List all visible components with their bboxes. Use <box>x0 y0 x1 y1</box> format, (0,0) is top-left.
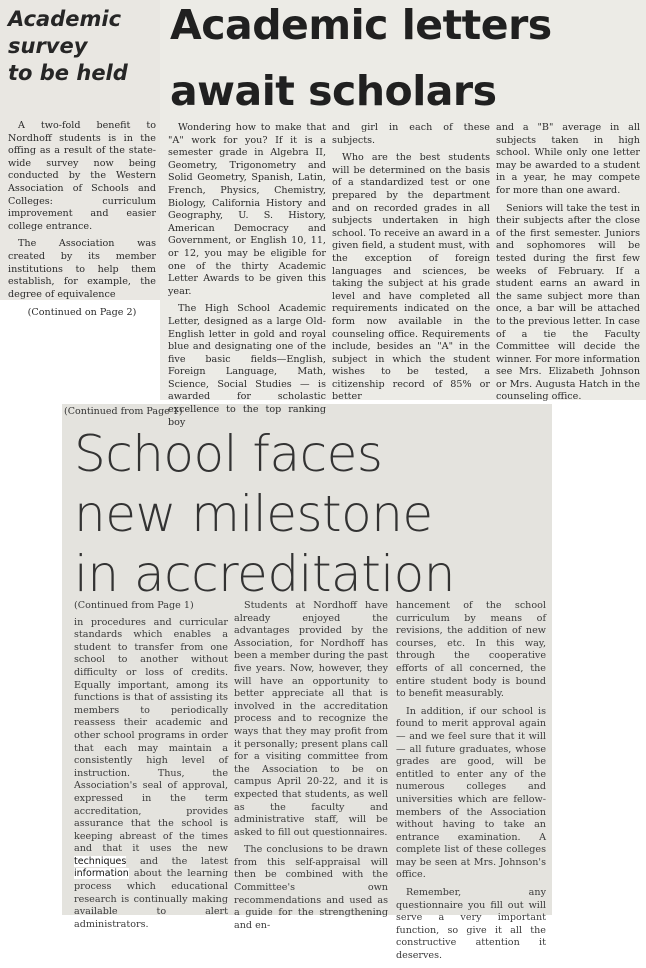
accreditation-column-1 <box>74 600 228 936</box>
accreditation-paragraph: In addition, if our school is found to merit approval again — and we feel sure that it will — all future graduates, whose grades are good, will be entitled to enter any of the numerous colleges and universities which are fellow-members of the Association without having to take an entrance examination. A complete list of these colleges may be seen at Mrs. Johnson's office. <box>396 705 546 881</box>
letters-paragraph: and girl in each of these subjects. <box>332 122 490 146</box>
accreditation-text: in procedures and curricular standards which enables a student to transfer from one school to another without difficulty or loss of credits. Equally important, among its functions is that of assisting its members to periodically reassess their academic and other school programs in order that each may maintain a consistently high level of instruction. Thus, the Association's seal of approval, expressed in the term accreditation, provides assurance that the school is keeping abreast of the times and that it uses the new <box>74 616 228 855</box>
handwritten-note: techniques <box>74 855 127 867</box>
accreditation-paragraph: Remember, any questionnaire you fill out will serve a very important function, so give it all the constructive attention it deserves. <box>396 887 546 962</box>
accreditation-headline-line3: in accreditation <box>74 545 455 603</box>
accreditation-paragraph <box>74 617 228 932</box>
accreditation-continued-top: (Continued from Page 1) <box>64 406 183 417</box>
accreditation-headline-line1: School faces <box>74 425 383 483</box>
survey-headline-line3: to be held <box>8 61 128 85</box>
handwritten-note: information <box>74 868 129 880</box>
letters-column-1 <box>168 122 326 434</box>
accreditation-text: about the learning process which educational research is continually making available to alert administrators. <box>74 868 228 930</box>
survey-headline-line1: Academic <box>8 7 122 31</box>
accreditation-text: and the latest <box>139 855 228 867</box>
survey-headline <box>8 6 168 87</box>
accreditation-paragraph: Students at Nordhoff have already enjoyed the advantages provided by the Association, for Nordhoff has been a member during the past five years. Now, however, they will have an opportunity to better appreciate all that is involved in the accreditation process and to recognize the ways that they may profit from it personally; present plans call for a visiting committee from the Association to be on campus April 20-22, and it is expected that students, as well as the faculty and administrative staff, will be asked to fill out questionnaires. <box>234 600 388 838</box>
accreditation-headline-line2: new milestone <box>74 485 433 543</box>
survey-headline-line2: survey <box>8 34 88 58</box>
accreditation-column-3 <box>396 600 546 968</box>
survey-body <box>8 120 156 325</box>
letters-paragraph: Seniors will take the test in their subjects after the close of the first semester. Juniors and sophomores will be tested during the first few weeks of February. If a student earns an award in the same subject more than once, a bar will be attached to the previous letter. In case of a tie the Faculty Committee will decide the winner. For more information see Mrs. Elizabeth Johnson or Mrs. Augusta Hatch in the counseling office. <box>496 202 640 403</box>
letters-headline-line2: await scholars <box>170 67 497 115</box>
letters-column-3 <box>496 122 640 409</box>
accreditation-column-2 <box>234 600 388 937</box>
letters-paragraph: Wondering how to make that "A" work for you? If it is a semester grade in Algebra II, Geometry, Trigonometry and Solid Geometry, Spanish, Latin, French, Physics, Chemistry, Biology, California History and Geography, U. S. History, American Democracy and Government, or English 10, 11, or 12, you may be eligible for one of the thirty Academic Letter Awards to be given this year. <box>168 122 326 297</box>
accreditation-continued: (Continued from Page 1) <box>74 600 194 611</box>
letters-paragraph: The High School Academic Letter, designed as a large Old-English letter in gold and royal blue and designating one of the five basic fields—English, Foreign Language, Math, Science, Social Studies — is awarded for scholastic excellence to the top ranking boy <box>168 303 326 428</box>
accreditation-paragraph: The conclusions to be drawn from this self-appraisal will then be combined with the Committee's own recommendations and used as a guide for the strengthening and en- <box>234 844 388 931</box>
letters-column-2 <box>332 122 490 409</box>
letters-paragraph: Who are the best students will be determined on the basis of a standardized test or one prepared by the department and on recorded grades in all subjects undertaken in high school. To receive an award in a given field, a student must, with the exception of foreign languages and sciences, be taking the subject at his grade level and have completed all requirements indicated on the form now available in the counseling office. Requirements include, besides an "A" in the subject in which the student wishes to be tested, a citizenship record of 85% or better <box>332 152 490 403</box>
letters-headline-line1: Academic letters <box>170 1 552 49</box>
letters-paragraph: and a "B" average in all subjects taken in high school. While only one letter may be awarded to a student in a year, he may compete for more than one award. <box>496 122 640 196</box>
survey-paragraph: The Association was created by its member institutions to help them establish, for example, the degree of equivalence <box>8 238 156 300</box>
survey-continued: (Continued on Page 2) <box>27 307 137 319</box>
survey-paragraph: A two-fold benefit to Nordhoff students is in the offing as a result of the state-wide survey now being conducted by the Western Association of Schools and Colleges: curriculum improvement and easier college entrance. <box>8 120 156 232</box>
accreditation-paragraph: hancement of the school curriculum by means of revisions, the addition of new courses, etc. In this way, through the cooperative efforts of all concerned, the entire student body is bound to benefit measurably. <box>396 600 546 700</box>
